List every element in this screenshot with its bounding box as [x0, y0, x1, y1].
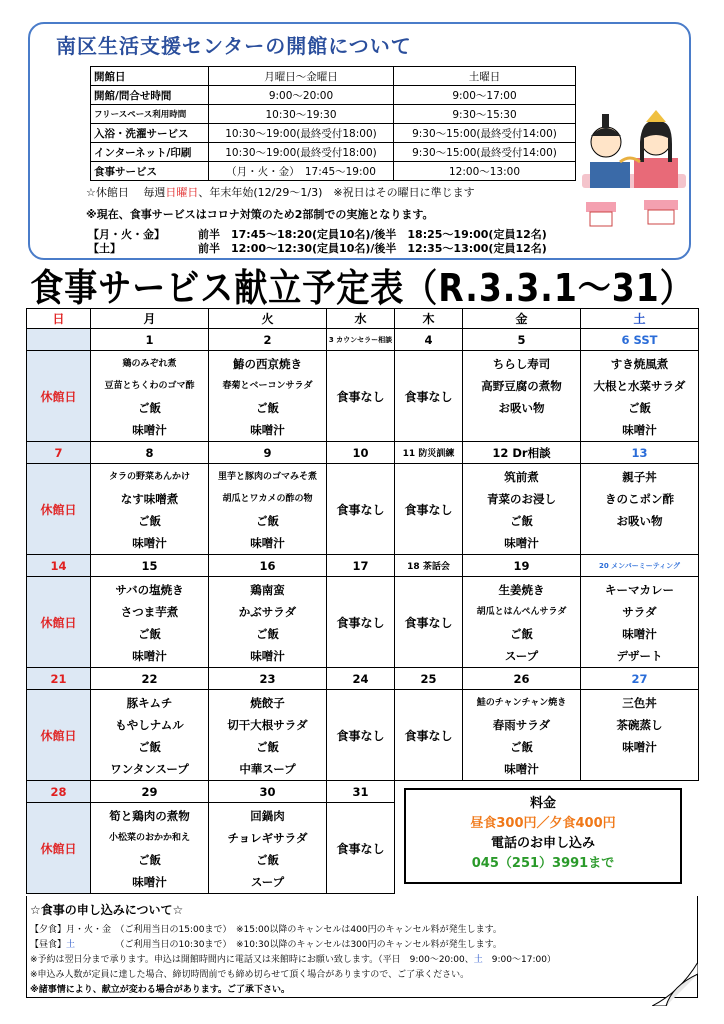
menu-cell-mon [91, 577, 209, 668]
date-cell-sat: 6 SST [581, 329, 699, 351]
phone-number: 045（251）3991まで [471, 856, 615, 871]
schedule-line [88, 228, 547, 242]
info-title: 南区生活支援センターの開館について [56, 34, 412, 58]
date-cell: 19 [463, 555, 581, 577]
no-meal-cell: 食事なし [327, 690, 395, 781]
closed-cell: 休館日 [27, 577, 91, 668]
menu-item: ご飯 [138, 514, 161, 528]
menu-item: 味噌汁 [504, 536, 539, 550]
schedule-days: 【月・火・金】 [88, 228, 165, 241]
notice-res-pre: ※予約は翌日分まで承ります。申込は開館時間内に電話又は来館時にお願い致します。（平日 9:00～20:00、 [30, 955, 474, 965]
menu-cell-fri [463, 577, 581, 668]
menu-item: 三色丼 [622, 696, 657, 710]
menu-item: かぶサラダ [238, 605, 297, 619]
weekday-header-mon: 月 [91, 309, 209, 329]
no-meal-cell: 食事なし [395, 690, 463, 781]
menu-item: ご飯 [628, 401, 651, 415]
menu-cell-sat [581, 690, 699, 781]
hours-weekday: 10:30～19:30 [209, 105, 394, 124]
no-meal-cell: 食事なし [327, 464, 395, 555]
menu-item: キーマカレー [605, 583, 674, 597]
hours-label: 開館/問合せ時間 [91, 86, 209, 105]
closed-red: 日曜日 [165, 186, 199, 199]
menu-item: ご飯 [138, 853, 161, 867]
date-cell: 16 [209, 555, 327, 577]
date-row [27, 555, 699, 577]
date-cell: 11 防災訓練 [395, 442, 463, 464]
menu-row [27, 690, 699, 781]
menu-item: 味噌汁 [250, 649, 285, 663]
menu-item: 高野豆腐の煮物 [481, 379, 562, 393]
menu-item: ご飯 [138, 740, 161, 754]
menu-cell-fri [463, 690, 581, 781]
menu-item: 親子丼 [622, 470, 657, 484]
date-cell-sat: 27 [581, 668, 699, 690]
date-cell-sat: 13 [581, 442, 699, 464]
closed-cell: 休館日 [27, 464, 91, 555]
menu-item: 味噌汁 [622, 740, 657, 754]
schedule-days: 【土】 [88, 242, 121, 255]
date-cell: 31 [327, 781, 395, 803]
menu-cell-tue [209, 803, 327, 894]
date-cell-sun: 14 [27, 555, 91, 577]
corona-note: ※現在、食事サービスはコロナ対策のため2部制での実施となります。 [86, 208, 434, 221]
menu-item: 切干大根サラダ [227, 718, 308, 732]
date-cell: 2 [209, 329, 327, 351]
closed-pre: 毎週 [143, 186, 166, 199]
date-cell: 23 [209, 668, 327, 690]
hours-weekday: 9:00～20:00 [209, 86, 394, 105]
menu-cell-fri [463, 464, 581, 555]
date-row [27, 442, 699, 464]
menu-item: 茶碗蒸し [616, 718, 663, 732]
menu-item: ご飯 [138, 401, 161, 415]
menu-item: 小松菜のおかか和え [108, 833, 190, 843]
menu-item: 鮭のチャンチャン焼き [476, 698, 567, 708]
menu-cell-mon [91, 803, 209, 894]
hours-header-row [91, 67, 576, 86]
schedule-line [88, 242, 547, 256]
menu-item: もやしナムル [115, 718, 184, 732]
menu-item: 味噌汁 [132, 649, 167, 663]
hours-saturday: 9:30～15:00(最終受付14:00) [394, 143, 576, 162]
hours-row [91, 105, 576, 124]
weekday-header-row [27, 309, 699, 329]
menu-cell-sat [581, 464, 699, 555]
menu-item: ご飯 [256, 627, 279, 641]
menu-cell-mon [91, 690, 209, 781]
closed-days-note [86, 184, 475, 200]
menu-item: 胡瓜とはんぺんサラダ [476, 607, 567, 617]
weekday-header-thu: 木 [395, 309, 463, 329]
no-meal-cell: 食事なし [395, 464, 463, 555]
date-cell-sun [27, 329, 91, 351]
menu-item: 春菊とベーコンサラダ [222, 381, 313, 391]
date-cell: 5 [463, 329, 581, 351]
date-cell-sun: 7 [27, 442, 91, 464]
notice-line-menu-change: ※諸事情により、献立が変わる場合があります。ご了承下さい。 [30, 985, 291, 995]
menu-item: 里芋と豚肉のゴマみそ煮 [217, 472, 317, 482]
menu-item: ご飯 [256, 740, 279, 754]
menu-row [27, 577, 699, 668]
no-meal-cell: 食事なし [327, 803, 395, 894]
menu-item [463, 419, 580, 441]
menu-cell-mon [91, 351, 209, 442]
menu-item: 鶏のみぞれ煮 [122, 359, 177, 369]
menu-item: すき焼風煮 [610, 357, 669, 371]
notice-lunch-post: （ご利用当日の10:30まで） ※10:30以降のキャンセルは300円のキャンセル料が発生します。 [75, 940, 502, 950]
menu-item: ご飯 [256, 514, 279, 528]
menu-cell-sat [581, 351, 699, 442]
menu-item: 味噌汁 [132, 423, 167, 437]
date-cell: 8 [91, 442, 209, 464]
hours-saturday: 9:30～15:00(最終受付14:00) [394, 124, 576, 143]
menu-item: 味噌汁 [132, 875, 167, 889]
date-cell: 22 [91, 668, 209, 690]
date-cell: 1 [91, 329, 209, 351]
menu-cell-sat [581, 577, 699, 668]
menu-item: 豆苗とちくわのゴマ酢 [104, 381, 195, 391]
fee-title: 料金 [529, 796, 556, 811]
menu-item: 味噌汁 [504, 762, 539, 776]
no-meal-cell: 食事なし [327, 351, 395, 442]
date-cell-sat: 20 メンバーミーティング [581, 555, 699, 577]
hours-weekday: 10:30～19:00(最終受付18:00) [209, 143, 394, 162]
phone-label: 電話のお申し込み [490, 836, 595, 851]
menu-item: お吸い物 [616, 514, 663, 528]
menu-item: ご飯 [510, 627, 533, 641]
menu-item: 回鍋肉 [250, 809, 285, 823]
menu-item: 味噌汁 [622, 627, 657, 641]
hours-row [91, 124, 576, 143]
menu-item: ご飯 [138, 627, 161, 641]
date-cell: 29 [91, 781, 209, 803]
hours-weekday: 10:30～19:00(最終受付18:00) [209, 124, 394, 143]
menu-item: チョレギサラダ [227, 831, 308, 845]
menu-item: サバの塩焼き [115, 583, 184, 597]
menu-item: ご飯 [256, 853, 279, 867]
hours-row [91, 143, 576, 162]
date-cell: 9 [209, 442, 327, 464]
menu-item [581, 532, 698, 554]
notice-res-post: 9:00～17:00） [482, 955, 556, 965]
hours-row [91, 162, 576, 181]
date-cell: 4 [395, 329, 463, 351]
date-cell: 25 [395, 668, 463, 690]
hours-saturday: 12:00～13:00 [394, 162, 576, 181]
menu-item: なす味噌煮 [120, 492, 179, 506]
menu-item: きのこポン酢 [605, 492, 674, 506]
closed-cell: 休館日 [27, 690, 91, 781]
date-row [27, 329, 699, 351]
no-meal-cell: 食事なし [327, 577, 395, 668]
menu-item: 鰆の西京焼き [233, 357, 302, 371]
menu-item: 筑前煮 [504, 470, 539, 484]
date-cell: 18 茶話会 [395, 555, 463, 577]
menu-item: 青菜のお浸し [487, 492, 556, 506]
notice-res-sat: 土 [473, 955, 483, 965]
schedule-text: 前半 12:00～12:30(定員10名)/後半 12:35～13:00(定員12名) [198, 242, 547, 255]
menu-item: ご飯 [510, 514, 533, 528]
menu-item: スープ [250, 875, 285, 889]
closed-cell: 休館日 [27, 351, 91, 442]
menu-item: 中華スープ [239, 762, 296, 776]
date-cell-sun: 28 [27, 781, 91, 803]
no-meal-cell: 食事なし [395, 577, 463, 668]
meal-schedule [88, 228, 547, 256]
notice-line-reservation [30, 952, 556, 965]
menu-item: ご飯 [510, 740, 533, 754]
hours-header-cell: 土曜日 [394, 67, 576, 86]
menu-cell-tue [209, 690, 327, 781]
menu-item: 生姜焼き [498, 583, 545, 597]
menu-item: ちらし寿司 [492, 357, 551, 371]
hours-row [91, 86, 576, 105]
menu-item [581, 758, 698, 780]
hina-doll-illustration [580, 92, 688, 242]
hours-label: 食事サービス [91, 162, 209, 181]
menu-row [27, 464, 699, 555]
notice-lunch-pre: 【昼食】 [30, 940, 67, 950]
hours-label: フリースペース利用時間 [91, 105, 209, 124]
notice-title: ☆食事の申し込みについて☆ [30, 903, 184, 917]
date-cell: 10 [327, 442, 395, 464]
menu-item: 鶏南蛮 [250, 583, 285, 597]
closed-label: ☆休館日 [86, 186, 129, 199]
hours-table [90, 66, 576, 181]
menu-item: ワンタンスープ [110, 762, 189, 776]
menu-cell-tue [209, 577, 327, 668]
menu-item: デザート [616, 649, 663, 663]
hours-saturday: 9:30～15:30 [394, 105, 576, 124]
date-cell: 30 [209, 781, 327, 803]
date-cell: 3 カウンセラー相談 [327, 329, 395, 351]
menu-schedule-title: 食事サービス献立予定表（R.3.3.1～31） [30, 265, 694, 311]
menu-item: 焼餃子 [250, 696, 285, 710]
hours-weekday: （月・火・金） 17:45～19:00 [209, 162, 394, 181]
fee-box [404, 788, 682, 884]
notice-line-capacity: ※申込み人数が定員に達した場合、締切時間前でも締め切らせて頂く場合がありますので、ご了承ください。 [30, 970, 470, 980]
date-cell: 12 Dr相談 [463, 442, 581, 464]
weekday-header-tue: 火 [209, 309, 327, 329]
menu-item: 味噌汁 [250, 423, 285, 437]
menu-item: ご飯 [256, 401, 279, 415]
page-curl-icon [652, 962, 698, 1006]
closed-cell: 休館日 [27, 803, 91, 894]
schedule-text: 前半 17:45～18:20(定員10名)/後半 18:25～19:00(定員12名) [198, 228, 547, 241]
hours-saturday: 9:00～17:00 [394, 86, 576, 105]
menu-item: タラの野菜あんかけ [108, 472, 190, 482]
menu-item: さつま芋煮 [120, 605, 179, 619]
menu-item: 大根と水菜サラダ [593, 379, 686, 393]
date-cell: 26 [463, 668, 581, 690]
menu-cell-tue [209, 351, 327, 442]
date-cell: 17 [327, 555, 395, 577]
notice-line-dinner: 【夕食】月・火・金 （ご利用当日の15:00まで） ※15:00以降のキャンセルは400円のキャンセル料が発生します。 [30, 925, 502, 935]
menu-item: 胡瓜とワカメの酢の物 [222, 494, 313, 504]
menu-item: 筍と鶏肉の煮物 [109, 809, 190, 823]
date-row [27, 668, 699, 690]
notice-line-lunch [30, 937, 502, 950]
menu-item: 味噌汁 [132, 536, 167, 550]
date-cell: 15 [91, 555, 209, 577]
menu-item: 味噌汁 [622, 423, 657, 437]
menu-item: お吸い物 [498, 401, 545, 415]
menu-item: スープ [504, 649, 539, 663]
no-meal-cell: 食事なし [395, 351, 463, 442]
weekday-header-wed: 水 [327, 309, 395, 329]
menu-cell-fri [463, 351, 581, 442]
menu-item: 豚キムチ [126, 696, 173, 710]
menu-item: 春雨サラダ [492, 718, 551, 732]
date-cell-sun: 21 [27, 668, 91, 690]
weekday-header-sat: 土 [581, 309, 699, 329]
weekday-header-fri: 金 [463, 309, 581, 329]
menu-row [27, 351, 699, 442]
date-cell: 24 [327, 668, 395, 690]
fee-prices: 昼食300円／夕食400円 [470, 816, 616, 831]
hours-label: 入浴・洗濯サービス [91, 124, 209, 143]
menu-item: 味噌汁 [250, 536, 285, 550]
notice-lunch-sat: 土 [66, 940, 76, 950]
menu-item: サラダ [622, 605, 657, 619]
menu-cell-mon [91, 464, 209, 555]
closed-post: 、年末年始(12/29～1/3) ※祝日はその曜日に準じます [198, 186, 475, 199]
hours-label: インターネット/印刷 [91, 143, 209, 162]
hours-header-cell: 月曜日～金曜日 [209, 67, 394, 86]
hours-header-cell: 開館日 [91, 67, 209, 86]
weekday-header-sun: 日 [27, 309, 91, 329]
menu-cell-tue [209, 464, 327, 555]
